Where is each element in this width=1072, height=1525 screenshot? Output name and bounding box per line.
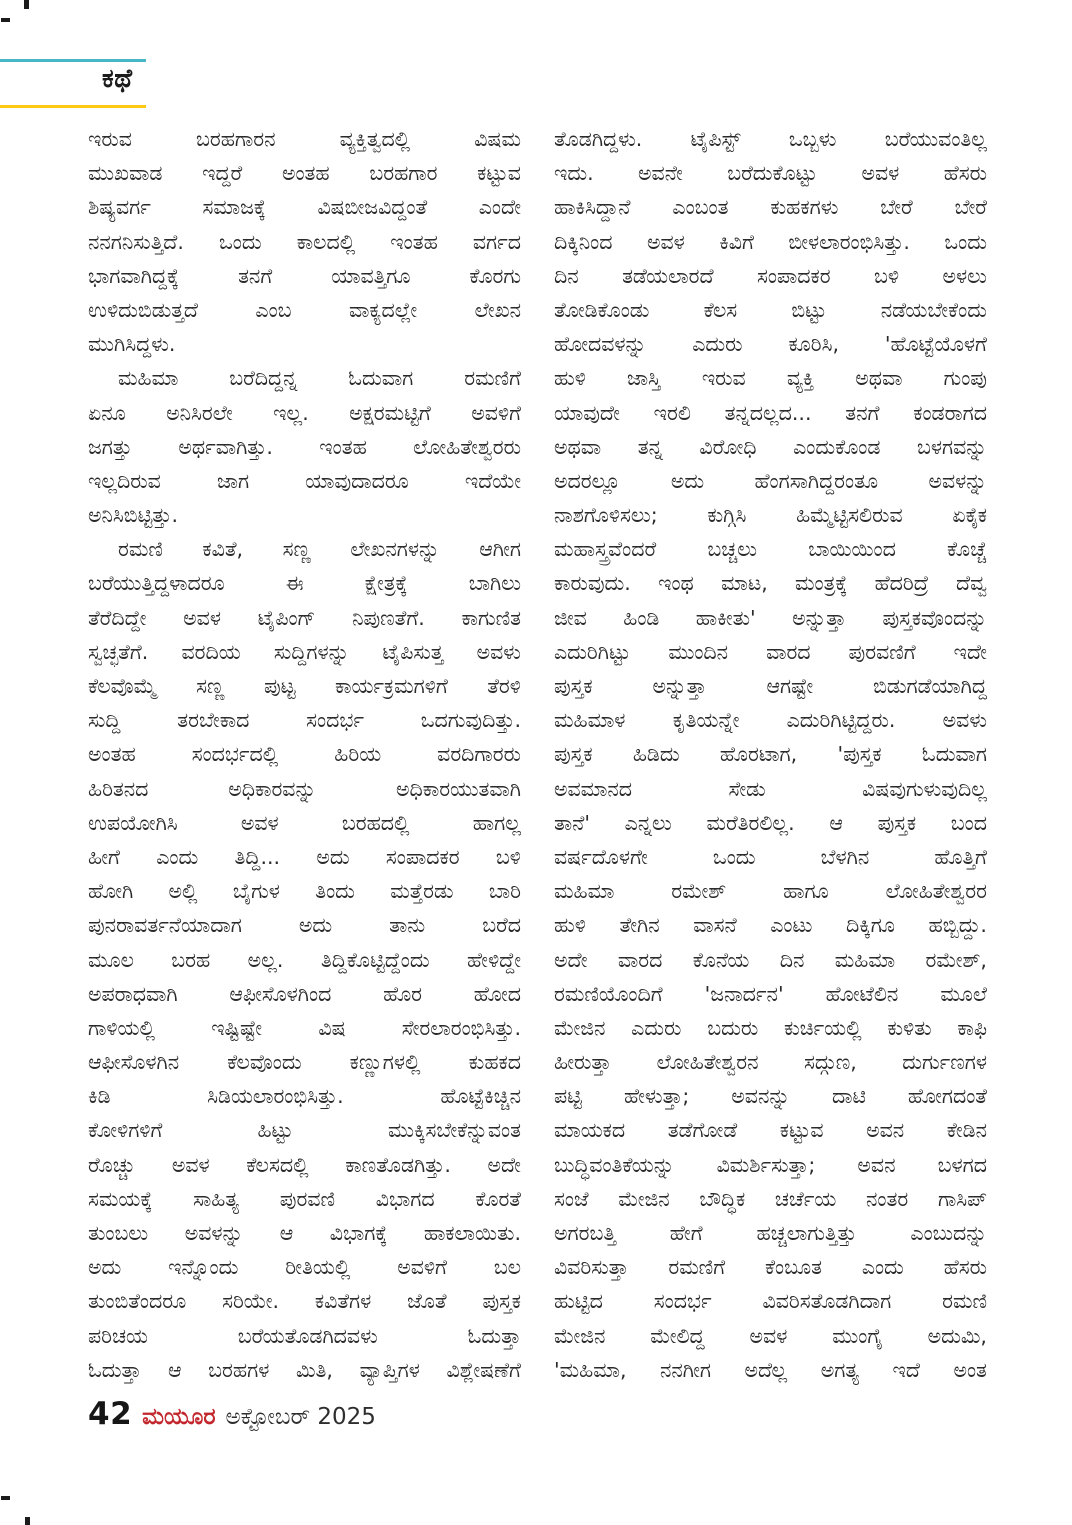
text-line: ಭಾಗವಾಗಿದ್ದಕ್ಕೆ ತನಗೆ ಯಾವತ್ತಿಗೂ ಕೊರಗು <box>88 263 521 288</box>
header-rule-yellow <box>0 105 146 108</box>
text-line: ಪುಸ್ತಕ ಅನ್ನುತ್ತಾ ಆಗಷ್ಟೇ ಬಿಡುಗಡೆಯಾಗಿದ್ದ <box>554 674 987 698</box>
text-line: ಹಿರಿತನದ ಅಧಿಕಾರವನ್ನು ಅಧಿಕಾರಯುತವಾಗಿ <box>88 776 521 801</box>
text-line: ಹೀರುತ್ತಾ ಲೋಹಿತೇಶ್ವರನ ಸದ್ಗುಣ, ದುರ್ಗುಣಗಳ <box>554 1050 987 1075</box>
text-line: ಹೀಗೆ ಎಂದು ತಿದ್ದಿ... ಅದು ಸಂಪಾದಕರ ಬಳಿ <box>88 844 521 869</box>
text-line: ಎದುರಿಗಿಟ್ಟು ಮುಂದಿನ ವಾರದ ಪುರವಣಿಗೆ ಇದೇ <box>554 639 987 664</box>
text-line: ಮೇಜಿನ ಎದುರು ಬದುರು ಕುರ್ಚಿಯಲ್ಲಿ ಕುಳಿತು ಕಾಫಿ <box>554 1015 987 1040</box>
text-line: ಕೆಲವೊಮ್ಮೆ ಸಣ್ಣ ಪುಟ್ಟ ಕಾರ್ಯಕ್ರಮಗಳಿಗೆ ತೆರಳಿ <box>88 674 521 698</box>
text-line: ಮುಖವಾಡ ಇದ್ದರೆ ಅಂತಹ ಬರಹಗಾರ ಕಟ್ಟುವ <box>88 161 521 186</box>
article-column-right <box>554 127 987 1392</box>
text-line: ಅಪರಾಧವಾಗಿ ಆಫೀಸೊಳಗಿಂದ ಹೊರ ಹೋದ <box>88 981 521 1006</box>
magazine-logo: ಮಯೂರ <box>142 1404 216 1430</box>
text-line: ಉಳಿದುಬಿಡುತ್ತದೆ ಎಂಬ ವಾಕ್ಯದಲ್ಲೇ ಲೇಖನ <box>88 297 521 322</box>
text-line: ಹುಟ್ಟಿದ ಸಂದರ್ಭ ವಿವರಿಸತೊಡಗಿದಾಗ ರಮಣಿ <box>554 1289 987 1314</box>
text-line: ಅಗರಬತ್ತಿ ಹೇಗೆ ಹಚ್ಚಲಾಗುತ್ತಿತ್ತು ಎಂಬುದನ್ನು <box>554 1221 987 1245</box>
text-line: ಮಹಿಮಾ ಬರೆದಿದ್ದನ್ನ ಓದುವಾಗ ರಮಣಿಗೆ <box>118 366 521 391</box>
text-line: ತಾನೆ' ಎನ್ನಲು ಮರೆತಿರಲಿಲ್ಲ. ಆ ಪುಸ್ತಕ ಬಂದ <box>554 810 987 835</box>
text-line: ಮಾಯಕದ ತಡೆಗೋಡೆ ಕಟ್ಟುವ ಅವನ ಕೇಡಿನ <box>554 1118 987 1143</box>
text-line: ಮುಗಿಸಿದ್ದಳು. <box>88 332 176 357</box>
registration-dash-bottom <box>1 1496 10 1500</box>
article-column-left <box>88 127 521 1392</box>
text-line: ಅದು ಇನ್ನೊಂದು ರೀತಿಯಲ್ಲಿ ಅವಳಿಗೆ ಬಲ <box>88 1255 521 1280</box>
text-line: ರಮಣಿ ಕವಿತೆ, ಸಣ್ಣ ಲೇಖನಗಳನ್ನು ಆಗೀಗ <box>118 537 521 562</box>
text-line: ಆಫೀಸೊಳಗಿನ ಕೆಲವೊಂದು ಕಣ್ಣುಗಳಲ್ಲಿ ಕುಹಕದ <box>88 1050 521 1075</box>
text-line: ರೊಚ್ಚು ಅವಳ ಕೆಲಸದಲ್ಲಿ ಕಾಣತೊಡಗಿತ್ತು. ಅದೇ <box>88 1152 521 1177</box>
text-line: ನನಗನಿಸುತ್ತಿದೆ. ಒಂದು ಕಾಲದಲ್ಲಿ ಇಂತಹ ವರ್ಗದ <box>88 229 521 254</box>
text-line: ಇರುವ ಬರಹಗಾರನ ವ್ಯಕ್ತಿತ್ವದಲ್ಲಿ ವಿಷಮ <box>88 127 521 151</box>
text-line: ಮಹಿಮಾ ರಮೇಶ್ ಹಾಗೂ ಲೋಹಿತೇಶ್ವರರ <box>554 879 987 904</box>
text-line: ಏನೂ ಅನಿಸಿರಲೇ ಇಲ್ಲ. ಅಕ್ಷರಮಟ್ಟಿಗೆ ಅವಳಿಗೆ <box>88 400 521 425</box>
text-line: ತೋಡಿಕೊಂಡು ಕೆಲಸ ಬಿಟ್ಟು ನಡೆಯಬೇಕೆಂದು <box>554 297 987 322</box>
text-line: ಅವಮಾನದ ಸೇಡು ವಿಷವುಗುಳುವುದಿಲ್ಲ <box>554 776 987 801</box>
text-line: ಮೂಲ ಬರಹ ಅಲ್ಲ. ತಿದ್ದಿಕೊಟ್ಟಿದ್ದೆಂದು ಹೇಳಿದ್ದೇ <box>88 947 521 972</box>
text-line: 'ಮಹಿಮಾ, ನನಗೀಗ ಅದೆಲ್ಲ ಅಗತ್ಯ ಇದೆ ಅಂತ <box>554 1357 987 1382</box>
text-line: ಜೀವ ಹಿಂಡಿ ಹಾಕೀತು' ಅನ್ನುತ್ತಾ ಪುಸ್ತಕವೊಂದನ್ನು <box>554 605 987 630</box>
text-line: ಮಹಾಸ್ತ್ರವೆಂದರೆ ಬಚ್ಚಲು ಬಾಯಿಯಿಂದ ಕೊಚ್ಚೆ <box>554 537 987 562</box>
text-line: ಕಾರುವುದು. ಇಂಥ ಮಾಟ, ಮಂತ್ರಕ್ಕೆ ಹೆದರಿದ್ರೆ ದೆವ್ವ <box>554 571 987 596</box>
text-line: ಪುನರಾವರ್ತನೆಯಾದಾಗ ಅದು ತಾನು ಬರೆದ <box>88 913 521 938</box>
text-line: ಅದರಲ್ಲೂ ಅದು ಹೆಂಗಸಾಗಿದ್ದರಂತೂ ಅವಳನ್ನು <box>554 468 987 493</box>
text-line: ನಾಶಗೊಳಿಸಲು; ಕುಗ್ಗಿಸಿ ಹಿಮ್ಮೆಟ್ಟಿಸಲಿರುವ ಏಕೈಕ <box>554 503 987 528</box>
text-line: ಶಿಷ್ಯವರ್ಗ ಸಮಾಜಕ್ಕೆ ವಿಷಬೀಜವಿದ್ದಂತೆ ಎಂದೇ <box>88 195 521 220</box>
text-line: ಹೋಗಿ ಅಲ್ಲಿ ಬೈಗುಳ ತಿಂದು ಮತ್ತೆರಡು ಬಾರಿ <box>88 879 521 904</box>
text-line: ಹುಳಿ ತೇಗಿನ ವಾಸನೆ ಎಂಟು ದಿಕ್ಕಿಗೂ ಹಬ್ಬಿದ್ದು. <box>554 913 987 938</box>
text-line: ಅಥವಾ ತನ್ನ ವಿರೋಧಿ ಎಂದುಕೊಂಡ ಬಳಗವನ್ನು <box>554 434 987 459</box>
text-line: ಮೇಜಿನ ಮೇಲಿದ್ದ ಅವಳ ಮುಂಗೈ ಅದುಮಿ, <box>554 1323 987 1348</box>
text-line: ಗಾಳಿಯಲ್ಲಿ ಇಷ್ಟಿಷ್ಟೇ ವಿಷ ಸೇರಲಾರಂಭಿಸಿತ್ತು. <box>88 1015 521 1040</box>
text-line: ಅದೇ ವಾರದ ಕೊನೆಯ ದಿನ ಮಹಿಮಾ ರಮೇಶ್, <box>554 947 987 972</box>
text-line: ತೊಡಗಿದ್ದಳು. ಟೈಪಿಸ್ಟ್ ಒಬ್ಬಳು ಬರೆಯುವಂತಿಲ್ಲ <box>554 127 987 151</box>
text-line: ಬರೆಯುತ್ತಿದ್ದಳಾದರೂ ಈ ಕ್ಷೇತ್ರಕ್ಕೆ ಬಾಗಿಲು <box>88 571 521 596</box>
text-line: ಕಿಡಿ ಸಿಡಿಯಲಾರಂಭಿಸಿತ್ತು. ಹೊಟ್ಟೆಕಿಚ್ಚಿನ <box>88 1084 521 1109</box>
text-line: ಪಟ್ಟಿ ಹೇಳುತ್ತಾ; ಅವನನ್ನು ದಾಟಿ ಹೋಗದಂತೆ <box>554 1084 987 1109</box>
text-line: ಇಲ್ಲದಿರುವ ಜಾಗ ಯಾವುದಾದರೂ ಇದೆಯೇ <box>88 468 521 493</box>
text-line: ಅನಿಸಿಬಿಟ್ಟಿತ್ತು. <box>88 503 179 528</box>
text-line: ಜಗತ್ತು ಅರ್ಥವಾಗಿತ್ತು. ಇಂತಹ ಲೋಹಿತೇಶ್ವರರು <box>88 434 521 459</box>
registration-tick-bottom <box>25 1517 30 1525</box>
text-line: ಯಾವುದೇ ಇರಲಿ ತನ್ನದಲ್ಲದ... ತನಗೆ ಕಂಡರಾಗದ <box>554 400 987 425</box>
text-line: ಮಹಿಮಾಳ ಕೃತಿಯನ್ನೇ ಎದುರಿಗಿಟ್ಟಿದ್ದರು. ಅವಳು <box>554 708 987 733</box>
text-line: ಬುದ್ಧಿವಂತಿಕೆಯನ್ನು ವಿಮರ್ಶಿಸುತ್ತಾ; ಅವನ ಬಳಗದ <box>554 1152 987 1177</box>
text-line: ತುಂಬಲು ಅವಳನ್ನು ಆ ವಿಭಾಗಕ್ಕೆ ಹಾಕಲಾಯಿತು. <box>88 1221 521 1245</box>
text-line: ಓದುತ್ತಾ ಆ ಬರಹಗಳ ಮಿತಿ, ವ್ಯಾಪ್ತಿಗಳ ವಿಶ್ಲೇಷಣೆಗೆ <box>88 1357 521 1382</box>
text-line: ಪರಿಚಯ ಬರೆಯತೊಡಗಿದವಳು ಓದುತ್ತಾ <box>88 1323 521 1348</box>
text-line: ಕೋಳಿಗಳಿಗೆ ಹಿಟ್ಟು ಮುಕ್ಕಿಸಬೇಕೆನ್ನುವಂತ <box>88 1118 521 1143</box>
text-line: ಹುಳಿ ಜಾಸ್ತಿ ಇರುವ ವ್ಯಕ್ತಿ ಅಥವಾ ಗುಂಪು <box>554 366 987 391</box>
page-footer <box>88 1396 376 1432</box>
text-line: ತುಂಬಿತೆಂದರೂ ಸರಿಯೇ. ಕವಿತೆಗಳ ಜೊತೆ ಪುಸ್ತಕ <box>88 1289 521 1314</box>
text-line: ಅಂತಹ ಸಂದರ್ಭದಲ್ಲಿ ಹಿರಿಯ ವರದಿಗಾರರು <box>88 742 521 767</box>
text-line: ದಿಕ್ಕಿನಿಂದ ಅವಳ ಕಿವಿಗೆ ಬೀಳಲಾರಂಭಿಸಿತ್ತು. ಒಂದು <box>554 229 987 254</box>
section-title: ಕಥೆ <box>102 64 133 94</box>
text-line: ವಿವರಿಸುತ್ತಾ ರಮಣಿಗೆ ಕೆಂಬೂತ ಎಂದು ಹೆಸರು <box>554 1255 987 1280</box>
text-line: ಸಮಯಕ್ಕೆ ಸಾಹಿತ್ಯ ಪುರವಣಿ ವಿಭಾಗದ ಕೊರತೆ <box>88 1186 521 1211</box>
text-line: ದಿನ ತಡೆಯಲಾರದೆ ಸಂಪಾದಕರ ಬಳಿ ಅಳಲು <box>554 263 987 288</box>
text-line: ಸಂಜೆ ಮೇಜಿನ ಬೌದ್ಧಿಕ ಚರ್ಚೆಯ ನಂತರ ಗಾಸಿಪ್ <box>554 1186 987 1211</box>
text-line: ರಮಣಿಯೊಂದಿಗೆ 'ಜನಾರ್ದನ' ಹೋಟೆಲಿನ ಮೂಲೆ <box>554 981 987 1006</box>
text-line: ತೆರೆದಿದ್ದೇ ಅವಳ ಟೈಪಿಂಗ್ ನಿಪುಣತೆಗೆ. ಕಾಗುಣಿತ <box>88 605 521 630</box>
text-line: ಹೋದವಳನ್ನು ಎದುರು ಕೂರಿಸಿ, 'ಹೊಟ್ಟೆಯೊಳಗೆ <box>554 332 987 357</box>
text-line: ವರ್ಷದೊಳಗೇ ಒಂದು ಬೆಳಗಿನ ಹೊತ್ತಿಗೆ <box>554 844 987 869</box>
text-line: ಇದು. ಅವನೇ ಬರೆದುಕೊಟ್ಟು ಅವಳ ಹೆಸರು <box>554 161 987 186</box>
text-line: ಉಪಯೋಗಿಸಿ ಅವಳ ಬರಹದಲ್ಲಿ ಹಾಗಲ್ಲ <box>88 810 521 835</box>
page-number: 42 <box>88 1396 133 1432</box>
text-line: ಹಾಕಿಸಿದ್ದಾನೆ ಎಂಬಂತ ಕುಹಕಗಳು ಬೇರೆ ಬೇರೆ <box>554 195 987 220</box>
header-rule-teal <box>0 59 146 62</box>
text-line: ಸುದ್ದಿ ತರಬೇಕಾದ ಸಂದರ್ಭ ಒದಗುವುದಿತ್ತು. <box>88 708 521 733</box>
text-line: ಪುಸ್ತಕ ಹಿಡಿದು ಹೊರಟಾಗ, 'ಪುಸ್ತಕ ಓದುವಾಗ <box>554 742 987 767</box>
issue-date: ಅಕ್ಟೋಬರ್ 2025 <box>225 1404 376 1430</box>
registration-dash-top <box>1 18 10 22</box>
registration-tick-top <box>24 0 29 9</box>
text-line: ಸ್ವಚ್ಛತೆಗೆ. ವರದಿಯ ಸುದ್ದಿಗಳನ್ನು ಟೈಪಿಸುತ್ತ ಅವಳು <box>88 639 521 664</box>
